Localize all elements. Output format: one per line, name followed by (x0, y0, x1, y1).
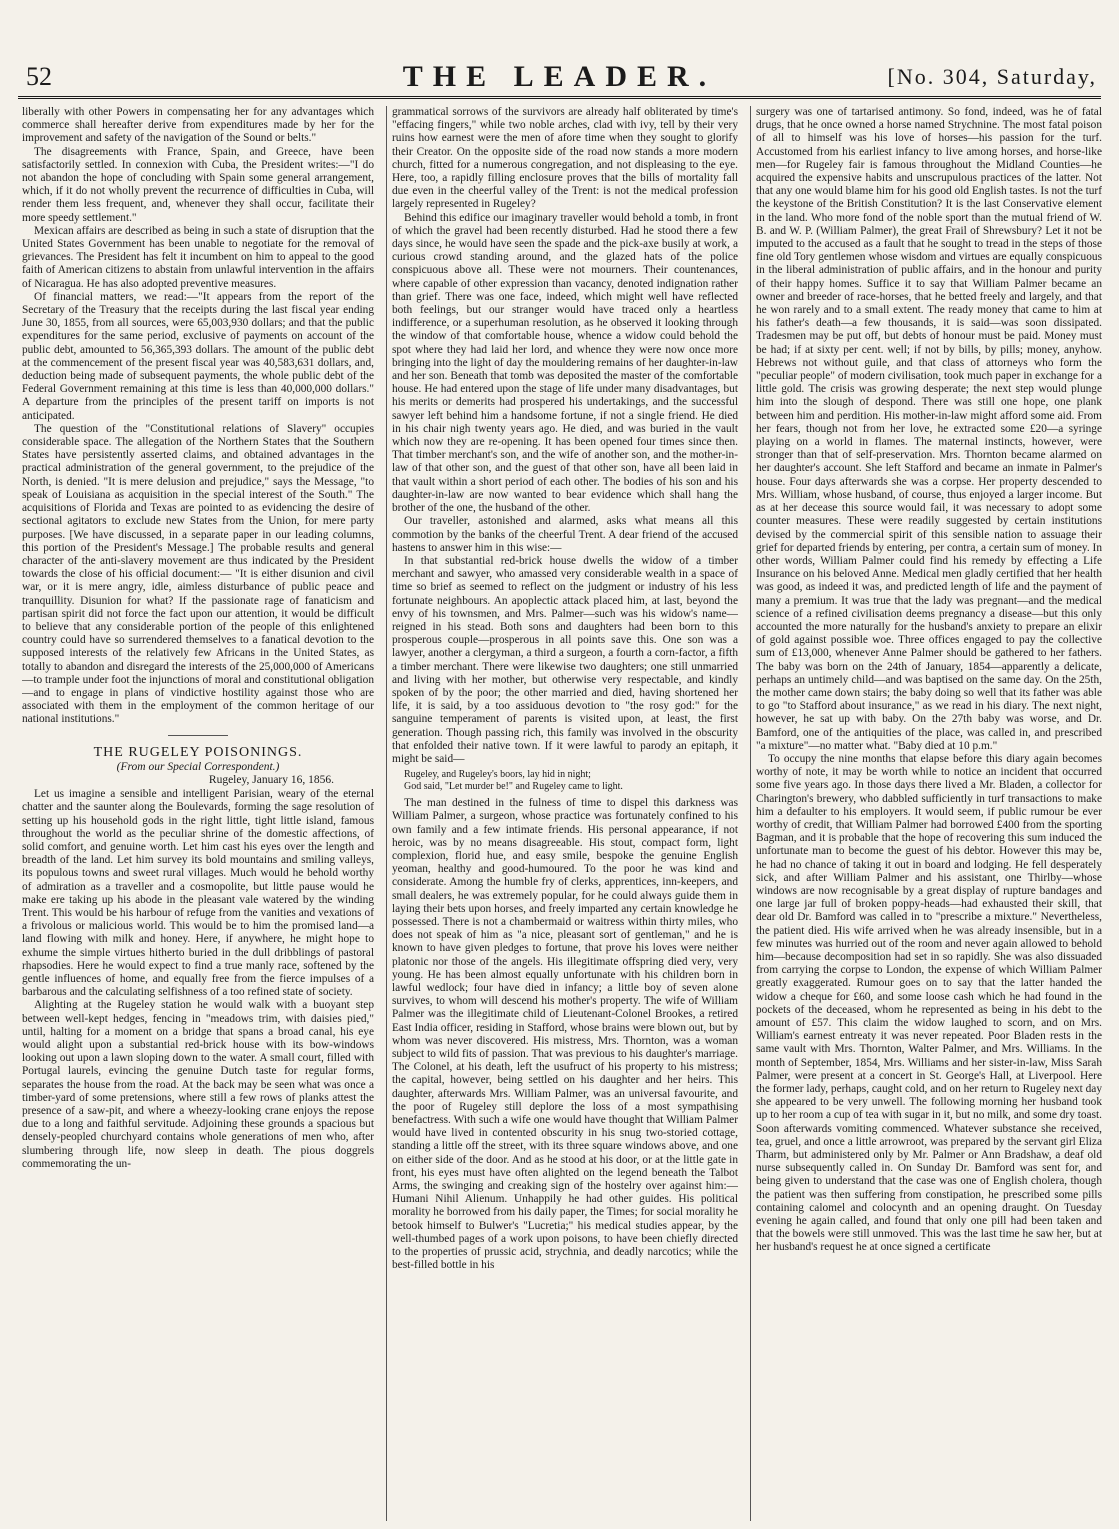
paragraph: Mexican affairs are described as being in such a state of disruption that the United States Government has been unable to negotiate for the removal of grievances. The President has felt it incumbent on him to appeal to the good faith of American citizens to abstain from unlawful intervention in the affairs of Nicaragua. He has also adopted preventive measures. (22, 224, 374, 290)
paragraph: Let us imagine a sensible and intelligent Parisian, weary of the eternal chatter and the saunter along the Boulevards, forming the sage resolution of setting up his household gods in the right little, tight little island, famous throughout the world as the peculiar shrine of the domestic affections, of solid comfort, and genuine worth. Let him cast his eyes over the length and breadth of the land. Let him survey its bold mountains and smiling valleys, its populous towns and sweet rural villages. Much would he behold worthy of admiration as a traveller and a cosmopolite, but little pause would he make ere taking up his abode in the pleasant vale watered by the winding Trent. This would be his harbour of refuge from the vanities and vexations of a frivolous or malicious world. This would be to him the promised land—a land flowing with milk and honey. Here, if anywhere, he might hope to exhume the simple virtues hitherto buried in the dull dribblings of pastoral rhapsodies. Here he would expect to find a true manly race, softened by the gentle influences of home, and equally free from the fierce impulses of a barbarous and the calculating selfishness of a too refined state of society. (22, 788, 374, 999)
paragraph: liberally with other Powers in compensating her for any advantages which commerce shall hereafter derive from expenditures made by her for the improvement and safety of the navigation of the Sound or belts." (22, 106, 374, 145)
paragraph: In that substantial red-brick house dwells the widow of a timber merchant and sawyer, who amassed very considerable wealth in a space of time so brief as seemed to reflect on the judgment or industry of his less fortunate neighbours. An apoplectic attack placed him, at last, beyond the envy of his townsmen, and Mrs. Palmer—such was his widow's name—reigned in his stead. Both sons and daughters had been born to this prosperous couple—prosperous in all points save this. One son was a lawyer, another a clergyman, a third a surgeon, a fourth a corn-factor, a fifth a timber merchant. There were likewise two daughters; one still unmarried and living with her mother, but otherwise very respectable, and kindly spoken of by the poor; the other married and died, having shortened her life, it is said, by a too assiduous devotion to "the rosy god:" for the sanguine temperament of parents is visited upon, at least, the first generation. Though passing rich, this family was involved in the obscurity that enfolded their native town. If it were lawful to parody an epitaph, it might be said— (392, 554, 738, 765)
column-2 (386, 106, 738, 1521)
paragraph: Behind this edifice our imaginary traveller would behold a tomb, in front of which the gravel had been recently disturbed. Had he stood there a few days since, he would have seen the spade and the pick-axe busily at work, a curious crowd standing around, and the glazed hats of the police conspicuous above all. These were not mourners. Their countenances, where capable of other expression than vacancy, denoted indignation rather than grief. There was one face, indeed, which might well have reflected both feelings, but our stranger would have traced only a heartless indifference, or a superhuman resolution, as he observed it looking through the window of that comfortable house, whence a widow could behold the spot where they had laid her lord, and whence they were now once more bringing into the light of day the mouldering remains of her daughter-in-law and her son. Beneath that tomb was deposited the master of the comfortable house. He had entered upon the stage of life under many disadvantages, but his merits or demerits had prospered his undertakings, and the successful sawyer left behind him a handsome fortune, if not a single friend. He died in his chair nigh twenty years ago. He died, and was buried in the vault which now they are re-opening. It has been opened four times since then. That timber merchant's son, and the wife of another son, and the mother-in-law of that other son, and the guest of that other son, have all been laid in that vault within a short period of each other. The bodies of his son and his daughter-in-law are now wanted to bear evidence which shall hang the brother of the one, the husband of the other. (392, 211, 738, 515)
paragraph: grammatical sorrows of the survivors are already half obliterated by time's "effacing fingers," while two noble arches, clad with ivy, tell by their very ruins how earnest were the men of afore time when they sought to glorify their Creator. On the opposite side of the road now stands a more modern church, fitted for a numerous congregation, and not displeasing to the eye. Here, too, a rapidly filling enclosure proves that the bills of mortality fall due even in the cheerful valley of the Trent: is not the medical profession largely represented in Rugeley? (392, 106, 738, 211)
paragraph: The man destined in the fulness of time to dispel this darkness was William Palmer, a surgeon, whose practice was fortunately confined to his own family and a few intimate friends. His personal appearance, if not heroic, was by no means disagreeable. His stout, compact form, light complexion, florid hue, and easy smile, bespoke the genuine English yeoman, healthy and good-humoured. To the poor he was kind and considerate. Among the humble fry of clerks, apprentices, inn-keepers, and small dealers, he was extremely popular, for he could always guide them in laying their bets upon horses, and freely imparted any certain knowledge he possessed. There is not a chambermaid or waitress within thirty miles, who does not speak of him as "a nice, pleasant sort of gentleman," and he is known to have given pledges to fortune, that prove his loves were neither platonic nor those of the angels. His illegitimate offspring died very, very young. He has been almost equally unfortunate with his children born in lawful wedlock; four have died in infancy; a little boy of seven alone survives, to whom will descend his mother's property. The wife of William Palmer was the illegitimate child of Lieutenant-Colonel Brookes, a retired East India officer, residing in Stafford, whose brains were blown out, but by whom was never discovered. His mistress, Mrs. Thornton, was a woman subject to wild fits of passion. That was previous to his daughter's marriage. The Colonel, at his death, left the usufruct of his property to his mistress; the capital, however, being settled on his daughter and her heirs. This daughter, afterwards Mrs. William Palmer, was an universal favourite, and the poor of Rugeley still deplore the loss of a most sympathising benefactress. With such a wife one would have thought that William Palmer would have lived in contented obscurity in his snug two-storied cottage, standing a little off the street, with its three square windows above, and one on either side of the door. And as he stood at his door, or at the little gate in front, his eyes must have often alighted on the legend beneath the Talbot Arms, the swinging and creaking sign of the hostelry over against him:—Humani Nihil Alienum. Unhappily he had other guides. His political morality he borrowed from his daily paper, the Times; for social morality he betook himself to Bulwer's "Lucretia;" his medical studies appear, by the well-thumbed pages of a work upon poisons, to have been chiefly directed to the properties of prussic acid, strychnia, and deadly narcotics; while the best-filled bottle in his (392, 797, 738, 1272)
issue-label: [No. 304, Saturday, (887, 64, 1097, 89)
verse-line: Rugeley, and Rugeley's boors, lay hid in night; (404, 769, 591, 781)
article-columns (22, 106, 1102, 1521)
paragraph: To occupy the nine months that elapse before this diary again becomes worthy of note, it may be worth while to notice an incident that occurred some five years ago. In those days there lived a Mr. Bladen, a collector for Charington's brewery, who dabbled sufficiently in turf transactions to make him a defaulter to his employers. It would seem, if public rumour be ever worthy of credit, that William Palmer had borrowed £400 from the sporting Bagman, and it is probable that the hope of recovering this sum induced the unfortunate man to become the guest of his debtor. However this may be, he had no chance of taking it out in board and lodging. He fell desperately sick, and after William Palmer and his assistant, one Thirlby—whose windows are now recognisable by a great display of rupture bandages and one large jar full of broken poppy-heads—had exhausted their skill, that dear old Dr. Bamford was called in to "prescribe a mixture." Nevertheless, the patient died. His wife arrived when he was already insensible, but in a few minutes was hurried out of the room and never again allowed to behold him—because decomposition had set in so rapidly. She was also dissuaded from carrying the corpse to London, the expense of which William Palmer greatly exaggerated. Rumour goes on to say that the latter handed the widow a cheque for £60, and some loose cash which he had found in the pockets of the deceased, whom he represented as being in his debt to the amount of £57. This claim the widow laughed to scorn, and on Mrs. William's earnest entreaty it was never repeated. Poor Bladen rests in the same vault with Mrs. Thornton, Walter Palmer, and Mrs. Williams. In the month of September, 1854, Mrs. Williams and her sister-in-law, Miss Sarah Palmer, were present at a concert in St. George's Hall, at Liverpool. Here the former lady, perhaps, caught cold, and on her return to Rugeley next day she appeared to be very unwell. The following morning her husband took up to her room a cup of tea with sugar in it, but no milk, and some dry toast. Soon afterwards vomiting commenced. Whatever substance she received, tea, gruel, and once a little arrowroot, was prepared by the servant girl Eliza Tharm, but administered only by Mr. Palmer or Ann Bradshaw, a deaf old nurse subsequently called in. On Sunday Dr. Bamford was sent for, and being given to understand that the case was one of English cholera, though the patient was then suffering from constipation, he prescribed some pills containing calomel and colocynth and an opening draught. On Tuesday evening he again called, and found that only one pill had been taken and that the bowels were still unmoved. This was the last time he saw her, but at her husband's request he at once signed a certificate (756, 752, 1102, 1254)
paragraph: Alighting at the Rugeley station he would walk with a buoyant step between well-kept hedges, fencing in "meadows trim, with daisies pied," until, halting for a moment on a bridge that spans a broad canal, his eye would alight upon a substantial red-brick house with its bow-windows looking out upon a lawn sloping down to the water. A small court, filled with Portugal laurels, evincing the genuine Dutch taste for regular forms, separates the house from the road. At the back may be seen what was once a timber-yard of some pretensions, where still a few rows of planks attest the presence of a saw-pit, and where a wheezy-looking crane enjoys the repose due to a long and faithful servitude. Adjoining these grounds a spacious but densely-peopled churchyard contains whole generations of men who, after slumbering through life, now sleep in death. The pious doggrels commemorating the un- (22, 999, 374, 1170)
column-1 (22, 106, 374, 1521)
column-3 (750, 106, 1102, 1521)
paragraph: Of financial matters, we read:—"It appears from the report of the Secretary of the Treasury that the receipts during the last fiscal year ending June 30, 1855, from all sources, were 65,003,930 dollars; and that the public expenditures for the same period, exclusive of payments on account of the public debt, amounted to 56,365,393 dollars. The amount of the public debt at the commencement of the present fiscal year was 40,583,631 dollars, and, deduction being made of subsequent payments, the whole public debt of the Federal Government remaining at this time is less than 40,000,000 dollars." A departure from the principles of the present tariff on imports is not anticipated. (22, 290, 374, 422)
page-header (18, 60, 1101, 99)
paragraph: surgery was one of tartarised antimony. So fond, indeed, was he of fatal drugs, that he once owned a horse named Strychnine. The most fatal poison of all to himself was his love of horses—his passion for the turf. Accustomed from his earliest infancy to live among horses, and horse-like men—for Rugeley fair is famous throughout the Midland Counties—he acquired the expensive habits and unscrupulous practices of the latter. Not that any one would blame him for his good old English tastes. Is not the turf the keystone of the British Constitution? It is the last Conservative element in the land. Who more fond of the noble sport than the mutual friend of W. B. and W. P. (William Palmer), the great Frail of Shrewsbury? Let it not be imputed to the accused as a fault that he sought to tread in the steps of those fine old Tory gentlemen whose wisdom and virtues are equally conspicuous in the liberal administration of public affairs, and in the honour and purity of their happy homes. Suffice it to say that William Palmer became an owner and breeder of race-horses, that he betted freely and largely, and that he won rarely and to a small extent. The ready money that came to him at his father's death—a few thousands, it is said—was soon dissipated. Tradesmen may be put off, but debts of honour must be paid. Money must be had; if at sixty per cent. well; if not by bills, by pills; money, anyhow. Hebrews not without guile, and that class of attorneys who form the "peculiar people" of modern civilisation, took much paper in exchange for a little gold. The crisis was growing desperate; the next step would plunge him into the slough of despond. There was still one hope, one plank between him and perdition. His mother-in-law might afford some aid. From her fears, though not from her love, he extracted some £20—a syringe playing on a world in flames. The maternal instincts, however, were stronger than that of self-preservation. Mrs. Thornton became alarmed on her daughter's account. She left Stafford and became an inmate in Palmer's house. Four days afterwards she was a corpse. Her property descended to Mrs. William, whose husband, of course, thus enjoyed a larger income. But as at her decease this source would fail, it was necessary to adopt some counter measures. These were readily suggested by certain institutions devised by the commercial spirit of this sensible nation to assuage their grief for departed friends by entering, per contra, a certain sum of money. In other words, William Palmer could find his remedy by effecting a Life Insurance on his beloved Anne. Medical men gladly certified that her health was good, as indeed it was, and predicted length of life and the payment of many a premium. It was true that the lady was pregnant—and the medical science of a refined civilisation deems pregnancy a disease—but this only accounted the more naturally for the husband's anxiety to prepare an elixir of gold against possible woe. Three offices engaged to pay the collective sum of £13,000, whenever Anne Palmer should be gathered to her fathers. The baby was born on the 24th of January, 1854—apparently a delicate, perhaps an untimely child—and was baptised on the same day. On the 25th, the mother came down stairs; the baby doing so well that its father was able to go "to Stafford about insurance," as we read in his diary. The next night, however, he sat up with baby. On the 27th baby was worse, and Dr. Bamford, one of the antiquities of the place, was called in, and prescribed "a mixture"—no matter what. "Baby died at 10 p.m." (756, 106, 1102, 752)
dateline: Rugeley, January 16, 1856. (208, 773, 334, 786)
paragraph: The disagreements with France, Spain, and Greece, have been satisfactorily settled. In connexion with Cuba, the President writes:—"I do not abandon the hope of concluding with Spain some general arrangement, which, if it do not wholly prevent the recurrence of difficulties in Cuba, will render them less frequent, and, whenever they shall occur, facilitate their more speedy settlement." (22, 145, 374, 224)
verse-block (392, 769, 738, 793)
verse-line: God said, "Let murder be!" and Rugeley came to light. (404, 781, 623, 793)
paragraph: The question of the "Constitutional relations of Slavery" occupies considerable space. The allegation of the Northern States that the Southern States have persistently asserted claims, and obtained advantages in the practical administration of the general government, to the prejudice of the North, is denied. "It is mere delusion and prejudice," says the Message, "to speak of Louisiana as acquisition in the special interest of the South." The acquisitions of Florida and Texas are pointed to as evidencing the desire of sectional agitators to exclude new States from the Union, for mere party purposes. [We have discussed, in a separate paper in our leading columns, this portion of the President's Message.] The probable results and general character of the anti-slavery movement are thus indicated by the President towards the close of his official document:— "It is either disunion and civil war, or it is mere angry, idle, aimless disturbance of public peace and tranquillity. Disunion for what? If the passionate rage of fanaticism and partisan spirit did not force the fact upon our attention, it would be difficult to believe that any considerable portion of the people of this enlightened country could have so surrendered themselves to a fanatical devotion to the supposed interests of the relatively few Africans in the United States, as totally to abandon and disregard the interests of the 25,000,000 of Americans—to trample under foot the injunctions of moral and constitutional obligation—and to engage in plans of vindictive hostility against those who are associated with them in the employment of the common heritage of our national institutions." (22, 422, 374, 726)
section-divider (168, 735, 228, 736)
section-subtitle: (From our Special Correspondent.) (116, 760, 280, 773)
paragraph: Our traveller, astonished and alarmed, asks what means all this commotion by the banks of the cheerful Trent. A dear friend of the accused hastens to answer him in this wise:— (392, 515, 738, 554)
page-number: 52 (26, 62, 52, 91)
section-title: THE RUGELEY POISONINGS. (93, 744, 303, 760)
masthead-title: THE LEADER. (402, 60, 717, 93)
